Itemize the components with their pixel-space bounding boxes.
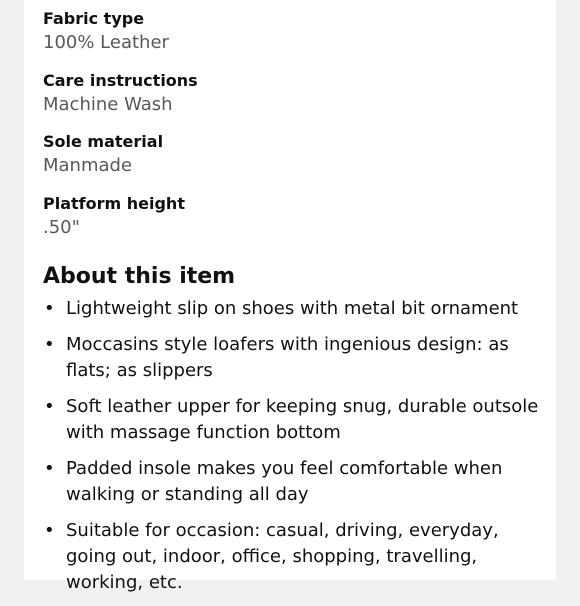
spec-value: Manmade	[43, 155, 133, 176]
spec-platform-height	[43, 193, 543, 255]
product-details-panel	[24, 0, 556, 593]
list-item: • Lightweight slip on shoes with metal bit ornament	[43, 296, 543, 322]
about-bullet-list	[43, 296, 543, 606]
list-item: • Suitable for occasion: casual, driving, everyday, going out, indoor, office, shopping, travelling, working, etc.	[43, 518, 543, 596]
list-item: • Moccasins style loafers with ingenious design: as flats; as slippers	[43, 332, 543, 384]
spec-value: 100% Leather	[43, 32, 169, 53]
spec-label: Platform height	[43, 193, 185, 213]
spec-label: Sole material	[43, 132, 164, 151]
list-item: • Soft leather upper for keeping snug, durable outsole with massage function bottom	[43, 394, 543, 446]
spec-care-instructions	[43, 70, 543, 132]
spec-value: Machine Wash	[43, 93, 173, 115]
spec-label: Care instructions	[43, 70, 198, 90]
spec-fabric-type	[43, 8, 543, 70]
product-specs	[43, 8, 543, 254]
about-this-item-heading: About this item	[43, 264, 236, 289]
spec-sole-material	[43, 131, 543, 193]
spec-label: Fabric type	[43, 9, 145, 28]
list-item: • Padded insole makes you feel comfortable when walking or standing all day	[43, 456, 543, 508]
spec-value: .50"	[43, 216, 80, 238]
